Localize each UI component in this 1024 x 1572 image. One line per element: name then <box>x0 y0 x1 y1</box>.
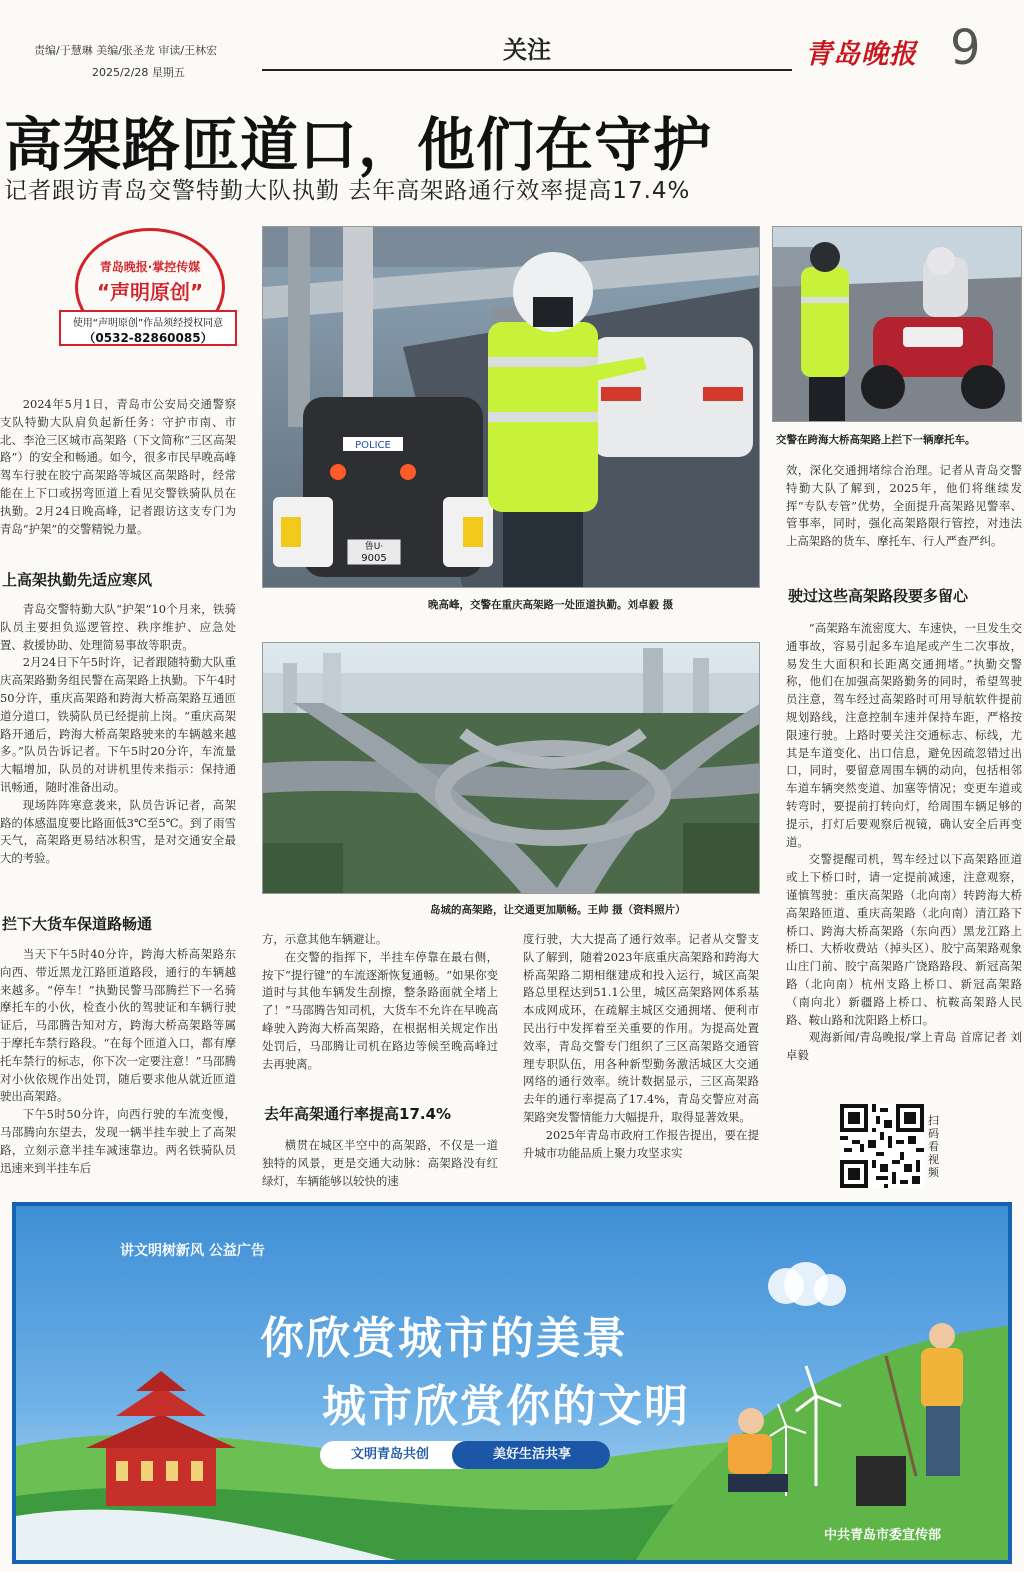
column-2-body-a <box>262 931 498 1073</box>
paragraph: 2025年青岛市政府工作报告提出，要在提升城市功能品质上聚力攻坚求实 <box>523 1127 759 1160</box>
stamp-phone: （0532-82860085） <box>83 331 213 345</box>
column-3-body <box>523 931 759 1162</box>
headline: 高架路匝道口，他们在守护 <box>4 111 713 179</box>
column-4-body-a <box>786 462 1022 551</box>
ad-slogan-line-2: 城市欣赏你的文明 <box>322 1381 690 1432</box>
qr-code[interactable] <box>840 1104 924 1188</box>
subhead-efficiency: 去年高架通行率提高17.4% <box>264 1105 452 1123</box>
stamp-top-text: 青岛晚报·掌控传媒 <box>99 260 201 274</box>
paragraph: 青岛交警特勤大队“护架”10个月来，铁骑队员主要担负巡逻管控、秩序维护、应急处置、救援协助、处理简易事故等职责。 <box>0 602 236 652</box>
paragraph: 下午5时50分许，向西行驶的车流变慢，马邵腾向东望去，发现一辆半挂车驶上了高架路，立刻示意半挂车减速靠边。两名铁骑队员迅速来到半挂车后 <box>0 1107 236 1175</box>
photo-aerial-image <box>263 643 760 894</box>
qr-label: 扫码看视频 <box>928 1114 939 1179</box>
photo-officer-ramp-image <box>263 227 760 588</box>
byline: 观海新闻/青岛晚报/掌上青岛 首席记者 刘卓毅 <box>786 1030 1022 1063</box>
paragraph: 2月24日下午5时许，记者跟随特勤大队重庆高架路勤务组民警在高架路上执勤。下午4时50分许，重庆高架路和跨海大桥高架路互通匝道分道口，铁骑队员已经提前上岗。“重庆高架路开通后，跨海大桥高架路驶来的车辆越来越多。”队员告诉记者。下午5时20分许，车流量大幅增加，队员的对讲机里传来指示：保持通讯畅通，随时准备出动。 <box>0 655 236 794</box>
ad-pill-left: 文明青岛共创 <box>350 1447 429 1462</box>
ad-tag: 讲文明树新风 公益广告 <box>120 1243 265 1259</box>
license-plate-line-1: 鲁U· <box>364 542 384 552</box>
paragraph: 方，示意其他车辆避让。 <box>262 932 388 946</box>
paragraph: “高架路车流密度大、车速快，一旦发生交通事故，容易引起多车追尾或产生二次事故，易发生大面积和长距离交通拥堵。”执勤交警称，他们在加强高架路勤务的同时，希望驾驶员注意，驾车经过高架路时可用导航软件提前规划路线，注意控制车速并保持车距，严格按限速行驶。上路时要关注交通标志、标线，尤其是车道变化、出口信息，避免因疏忽错过出口，同时，要留意周围车辆的动向，包括相邻车道车辆突然变道、加塞等情况；变更车道或转弯时，要提前打转向灯，给周围车辆足够的提示，打灯后要观察后视镜，确认安全后再变道。 <box>786 621 1022 849</box>
ad-slogan-line-1: 你欣赏城市的美景 <box>260 1313 628 1364</box>
caption-photo-2: 交警在跨海大桥高架路上拦下一辆摩托车。 <box>776 434 976 446</box>
section-rule <box>262 69 792 71</box>
paragraph: 当天下午5时40分许，跨海大桥高架路东向西、带近黑龙江路匝道路段，通行的车辆越来越多。“停车！”执勤民警马邵腾拦下一名骑摩托车的小伙，检查小伙的驾驶证和车辆行驶证后，马邵腾告知对方，跨海大桥高架路等属于摩托车禁行路段。“在每个匝道入口，都有摩托车禁行的标志，你下次一定要注意！”马邵腾对小伙依规作出处罚，随后要求他从就近匝道驶出高架路。 <box>0 947 236 1104</box>
ad-signature: 中共青岛市委宣传部 <box>824 1528 942 1543</box>
photo-motorcycle-stop <box>772 226 1022 422</box>
caption-photo-3: 岛城的高架路，让交通更加顺畅。王帅 摄（资料照片） <box>430 904 686 916</box>
original-stamp <box>55 228 240 346</box>
page-number: 9 <box>950 20 981 76</box>
paragraph: 效，深化交通拥堵综合治理。记者从青岛交警特勤大队了解到，2025年，他们将继续发挥“专队专管”优势，全面提升高架路见警率、管事率，同时，强化高架路限行管控，对违法上高架路的货车、摩托车、行人严查严纠。 <box>786 463 1022 549</box>
license-plate-line-2: 9005 <box>361 553 387 564</box>
column-1-body-a <box>0 601 236 868</box>
paragraph: 在交警的指挥下，半挂车停靠在最右侧，按下“提行键”的车流逐渐恢复通畅。“如果你变道时与其他车辆发生刮擦，整条路面就全堵上了！”马邵腾告知司机，大货车不允许在早晚高峰驶入跨海大桥高架路，在根据相关规定作出处罚后，马邵腾让司机在路边等候至晚高峰过去再驶离。 <box>262 949 498 1071</box>
subhead-truck: 拦下大货车保道路畅通 <box>2 915 153 933</box>
column-2-body-b <box>262 1137 498 1190</box>
photo-police-text: POLICE <box>355 440 391 451</box>
stamp-note: 使用“声明原创”作品须经授权同意 <box>72 318 224 329</box>
ad-pill-right: 美好生活共享 <box>452 1441 610 1469</box>
ad-pill <box>320 1441 610 1469</box>
intro-paragraph: 2024年5月1日，青岛市公安局交通警察支队特勤大队肩负起新任务：守护市南、市北、李沧三区城市高架路（下文简称“三区高架路”）的安全和畅通。如今，很多市民早晚高峰驾车行驶在胶宁高架路等城区高架路时，经常能在上下口或拐弯匝道上看见交警铁骑队员在执勤。2月24日晚高峰，记者跟访这支专门为青岛“护架”的交警精锐力量。 <box>0 397 236 536</box>
qr-code-image <box>840 1104 924 1188</box>
photo-officer-ramp <box>262 226 760 588</box>
section-title: 关注 <box>503 36 551 64</box>
stamp-note-box <box>59 310 237 346</box>
editor-credits: 责编/于慧琳 美编/张圣龙 审读/王林宏 <box>34 44 218 57</box>
paragraph: 现场阵阵寒意袭来，队员告诉记者，高架路的体感温度要比路面低3℃至5℃。到了雨雪天气，高架路更易结冰积雪，是对交通安全最大的考验。 <box>0 797 236 866</box>
paragraph: 横贯在城区半空中的高架路，不仅是一道独特的风景，更是交通大动脉：高架路没有红绿灯，车辆能够以较快的速 <box>262 1138 498 1188</box>
column-1-intro <box>0 396 236 538</box>
column-4-body-b <box>786 620 1022 1065</box>
subhead-cold-wind: 上高架执勤先适应寒风 <box>2 571 153 589</box>
photo-motorcycle-stop-image <box>773 227 1022 422</box>
stamp-middle-text: “声明原创” <box>96 280 204 304</box>
subheadline: 记者跟访青岛交警特勤大队执勤 去年高架路通行效率提高17.4% <box>4 178 691 204</box>
paragraph: 度行驶，大大提高了通行效率。记者从交警支队了解到，随着2023年底重庆高架路和跨海大桥高架路二期相继建成和投入运行，城区高架路总里程达到51.1公里，城区高架路网体系基本成网成环，在疏解主城区交通拥堵、便利市民出行中发挥着至关重要的作用。为提高处置效率，青岛交警专门组织了三区高架路交通管理专职队伍，用各种新型勤务激活城区大交通网络的通行效率。统计数据显示，三区高架路去年的通行率提高了17.4%，青岛交警应对高架路突发警情能力大幅提升，取得显著效果。 <box>523 932 759 1124</box>
subhead-caution: 驶过这些高架路段要多留心 <box>788 587 969 605</box>
column-1-body-b <box>0 946 236 1177</box>
caption-photo-1: 晚高峰，交警在重庆高架路一处匝道执勤。刘卓毅 摄 <box>428 599 674 611</box>
paragraph: 交警提醒司机，驾车经过以下高架路匝道或上下桥口时，请一定提前减速，注意观察，谨慎驾驶：重庆高架路（北向南）转跨海大桥高架路匝道、重庆高架路（北向南）清江路下桥口、跨海大桥高架路（东向西）黑龙江路上桥口、大桥收费站（掉头区）、胶宁高架路观象山庄门前、胶宁高架路广饶路路段、新冠高架路（北向南）杭州支路上桥口、新冠高架路（南向北）新疆路上桥口、杭鞍高架路人民路、鞍山路和沈阳路上桥口。 <box>786 852 1022 1027</box>
paper-logo: 青岛晚报 <box>805 39 917 70</box>
issue-date: 2025/2/28 星期五 <box>92 66 185 79</box>
photo-aerial-elevated-roads <box>262 642 760 894</box>
